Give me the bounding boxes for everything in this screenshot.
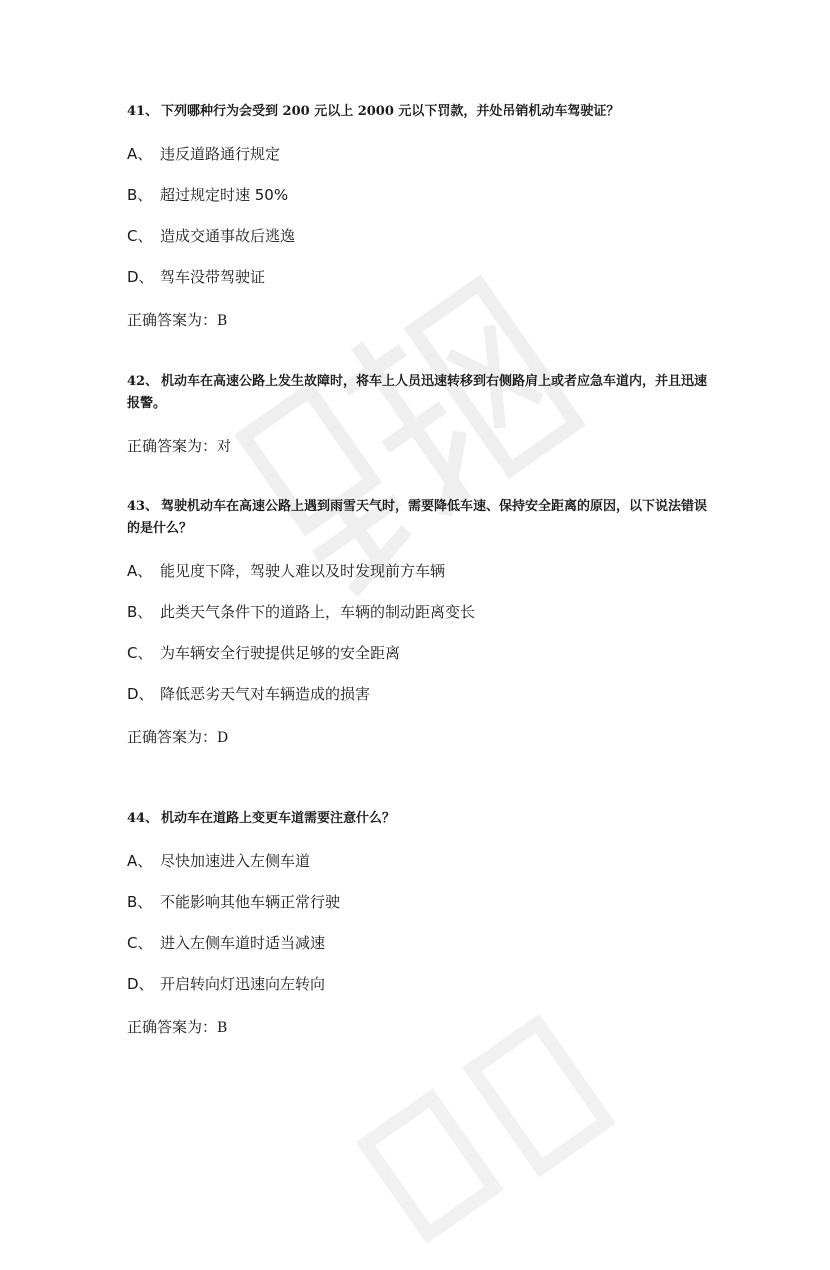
option-letter: C、 xyxy=(127,934,153,952)
option-letter: A、 xyxy=(127,852,153,870)
question-number: 42、 xyxy=(127,374,159,389)
answer-label: 正确答案为： xyxy=(127,1018,218,1036)
option-a xyxy=(127,561,445,581)
answer-value: 对 xyxy=(217,439,232,455)
option-letter: C、 xyxy=(127,644,153,662)
answer-label: 正确答案为： xyxy=(127,728,218,746)
answer-value: B xyxy=(217,313,228,329)
option-b xyxy=(127,185,288,205)
option-b xyxy=(127,892,340,912)
answer-value: D xyxy=(217,730,229,746)
question-text: 下列哪种行为会受到 200 元以上 2000 元以下罚款，并处吊销机动车驾驶证？ xyxy=(161,104,620,119)
option-text: 违反道路通行规定 xyxy=(160,145,281,163)
answer-value: B xyxy=(217,1020,228,1036)
option-text: 为车辆安全行驶提供足够的安全距离 xyxy=(160,644,401,662)
option-text: 驾车没带驾驶证 xyxy=(160,268,266,286)
option-text: 开启转向灯迅速向左转向 xyxy=(160,975,326,993)
answer-43 xyxy=(127,727,228,748)
answer-label: 正确答案为： xyxy=(127,437,218,455)
answer-41 xyxy=(127,310,227,331)
question-41 xyxy=(127,101,712,123)
watermark-icon-bottom xyxy=(338,990,643,1270)
question-number: 44、 xyxy=(127,811,159,826)
question-42 xyxy=(127,371,712,415)
option-text: 尽快加速进入左侧车道 xyxy=(160,852,311,870)
option-d xyxy=(127,267,265,287)
option-text: 此类天气条件下的道路上，车辆的制动距离变长 xyxy=(160,603,476,621)
option-letter: B、 xyxy=(127,893,153,911)
option-letter: D、 xyxy=(127,268,154,286)
question-44 xyxy=(127,808,712,830)
question-number: 41、 xyxy=(127,104,159,119)
option-letter: D、 xyxy=(127,685,154,703)
option-letter: B、 xyxy=(127,186,153,204)
option-text: 降低恶劣天气对车辆造成的损害 xyxy=(160,685,371,703)
option-d xyxy=(127,684,370,704)
option-text: 进入左侧车道时适当减速 xyxy=(160,934,326,952)
option-letter: A、 xyxy=(127,145,153,163)
option-letter: C、 xyxy=(127,227,153,245)
answer-label: 正确答案为： xyxy=(127,311,218,329)
option-letter: B、 xyxy=(127,603,153,621)
option-text: 造成交通事故后逃逸 xyxy=(160,227,296,245)
question-number: 43、 xyxy=(127,499,159,514)
option-a xyxy=(127,851,310,871)
question-text: 机动车在道路上变更车道需要注意什么？ xyxy=(161,811,396,826)
option-a xyxy=(127,144,280,164)
option-text: 能见度下降，驾驶人难以及时发现前方车辆 xyxy=(160,562,446,580)
option-d xyxy=(127,974,325,994)
question-text: 机动车在高速公路上发生故障时，将车上人员迅速转移到右侧路肩上或者应急车道内，并且迅速报警。 xyxy=(127,374,708,411)
option-c xyxy=(127,643,400,663)
option-letter: D、 xyxy=(127,975,154,993)
answer-44 xyxy=(127,1017,227,1038)
option-c xyxy=(127,933,325,953)
option-b xyxy=(127,602,475,622)
option-text: 不能影响其他车辆正常行驶 xyxy=(160,893,341,911)
question-text: 驾驶机动车在高速公路上遇到雨雪天气时，需要降低车速、保持安全距离的原因，以下说法错误的是什么？ xyxy=(127,499,708,536)
answer-42 xyxy=(127,436,231,457)
option-c xyxy=(127,226,295,246)
option-letter: A、 xyxy=(127,562,153,580)
option-text: 超过规定时速 50% xyxy=(160,186,289,204)
question-43 xyxy=(127,496,712,540)
